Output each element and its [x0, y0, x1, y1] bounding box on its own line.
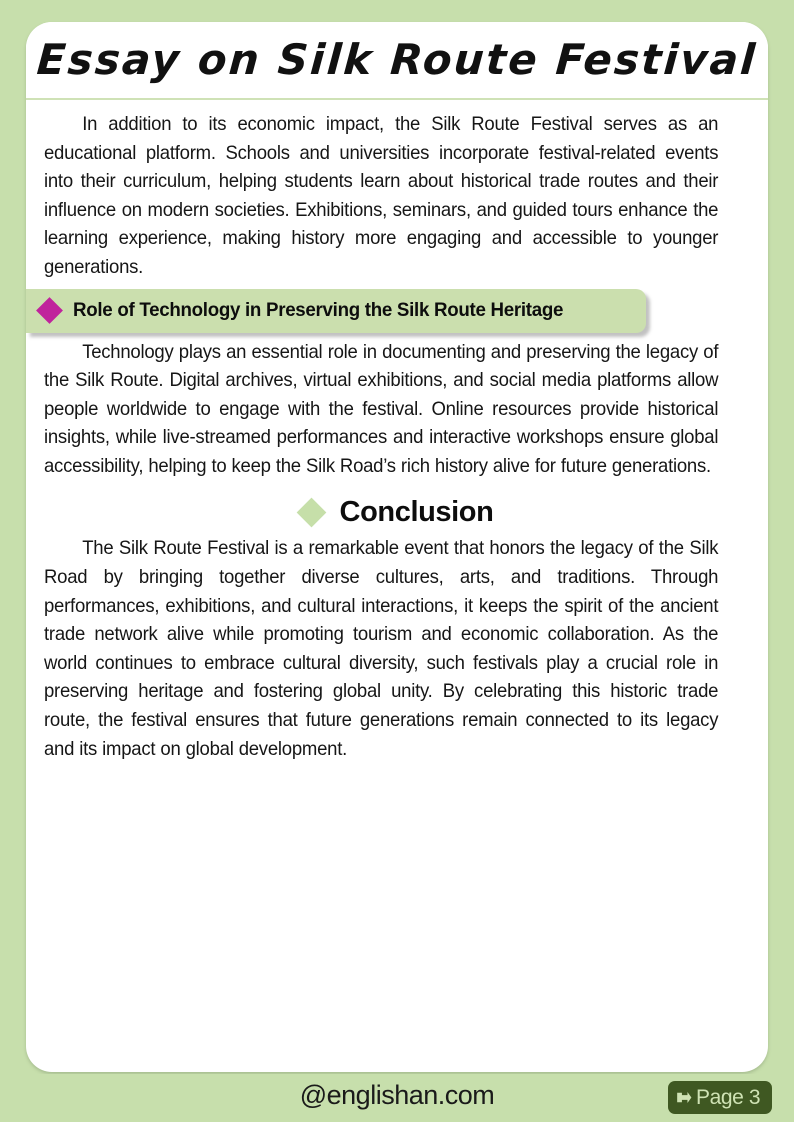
title-band: [26, 22, 768, 100]
paragraph-technology-role: Technology plays an essential role in documenting and preserving the legacy of the Silk Route. Digital archives, virtual exhibitions, and social media platforms allow people worldwide to engage with the festival. Online resources provide historical insights, while live-streamed performances and interactive workshops ensure global accessibility, helping to keep the Silk Road’s rich history alive for future generations.: [44, 340, 719, 477]
section-heading-bar: [26, 289, 646, 333]
footer-site-label: @englishan.com: [299, 1080, 495, 1110]
section-heading-row: [26, 286, 794, 336]
page-number-label: Page 3: [696, 1086, 761, 1109]
arrow-right-icon: [674, 1088, 693, 1107]
diamond-icon: [36, 297, 63, 324]
conclusion-heading-label: Conclusion: [339, 495, 494, 528]
page-number-badge: [668, 1081, 772, 1114]
paragraph-conclusion-body: The Silk Route Festival is a remarkable event that honors the legacy of the Silk Road by bringing together diverse cultures, arts, and traditions. Through performances, exhibitions, and cultural interactions, it keeps the spirit of the ancient trade network alive while promoting tourism and economic collaboration. As the world continues to embrace cultural diversity, such festivals play a crucial role in preserving heritage and fostering global unity. By celebrating this historic trade route, the festival ensures that future generations remain connected to its legacy and its impact on global development.: [44, 537, 719, 760]
diamond-icon: [296, 498, 326, 528]
section-heading-label: Role of Technology in Preserving the Silk Route Heritage: [73, 299, 564, 322]
section-heading-bar-wrap: [26, 289, 794, 333]
paragraph-educational-platform: In addition to its economic impact, the Silk Route Festival serves as an educational platform. Schools and universities incorporate festival-related events into their curriculum, helping students learn about historical trade routes and their influence on modern societies. Exhibitions, seminars, and guided tours enhance the learning experience, making history more engaging and accessible to younger generations.: [44, 113, 719, 278]
document-card: [26, 22, 768, 1072]
document-content: [26, 104, 768, 767]
page-title: Essay on Silk Route Festival: [35, 35, 759, 84]
conclusion-heading: [44, 497, 750, 529]
